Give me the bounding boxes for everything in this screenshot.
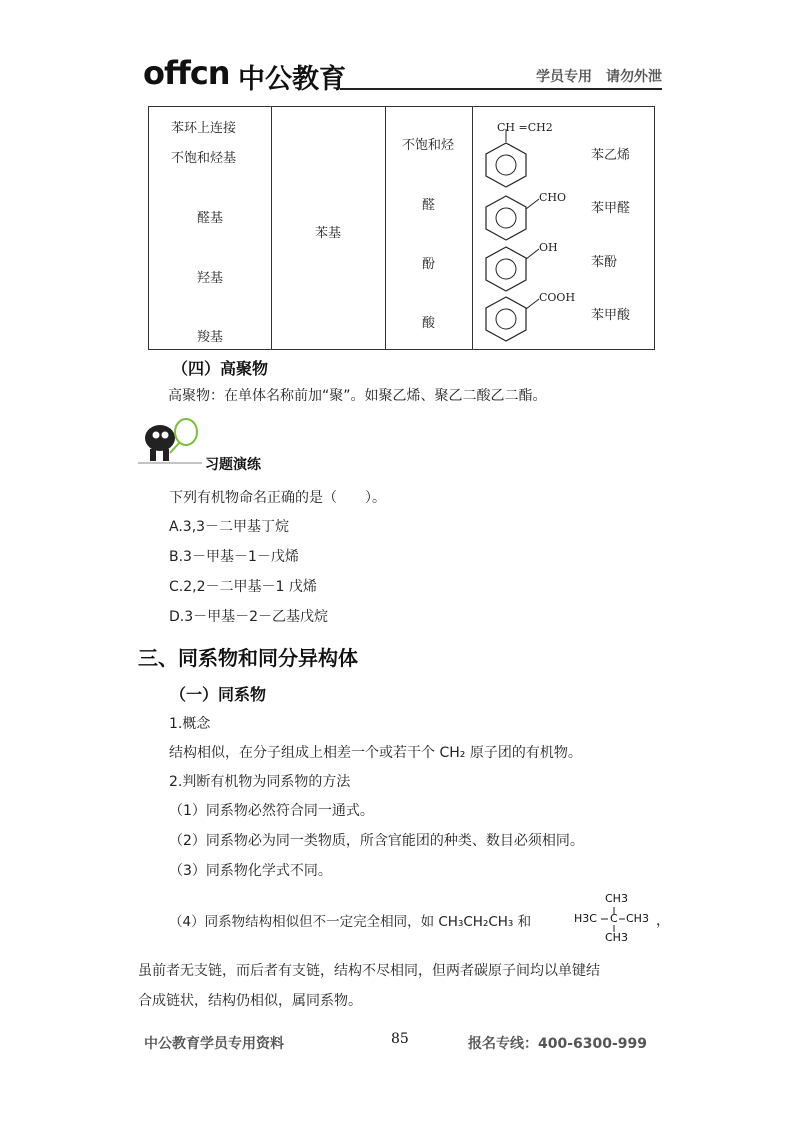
paragraph: 结构相似，在分子组成上相差一个或若干个 CH₂ 原子团的有机物。: [169, 745, 582, 761]
paragraph: 1.概念: [169, 716, 211, 732]
benzene-ring-icon: [483, 140, 529, 190]
compound-name: 苯甲醛: [591, 201, 631, 216]
table-cell: 羧基: [197, 330, 224, 345]
table-divider: [472, 107, 473, 349]
paragraph: 高聚物：在单体名称前加“聚”。如聚乙烯、聚乙二酸乙二酯。: [168, 388, 547, 404]
punctuation: ，: [656, 913, 670, 929]
table-cell: 不饱和烃: [402, 138, 455, 153]
option-b: B.3－甲基－1－戊烯: [169, 549, 299, 565]
paragraph: （3）同系物化学式不同。: [169, 863, 332, 879]
functional-group-table: [148, 106, 655, 350]
table-cell: 羟基: [197, 271, 224, 286]
table-cell: 苯环上连接: [171, 121, 237, 136]
paragraph: （2）同系物必为同一类物质，所含官能团的种类、数目必须相同。: [169, 833, 584, 849]
group-label: CH =CH2: [497, 121, 553, 134]
header-tagline: 学员专用 请勿外泄: [536, 69, 662, 85]
chapter-heading: 三、同系物和同分异构体: [138, 646, 358, 670]
formula-top: CH3: [605, 892, 628, 905]
compound-name: 苯酚: [591, 255, 618, 270]
option-c: C.2,2－二甲基－1 戊烯: [169, 579, 317, 595]
paragraph: 2.判断有机物为同系物的方法: [169, 774, 351, 790]
structural-formula: [574, 894, 664, 946]
compound-name: 苯乙烯: [591, 148, 631, 163]
section-heading: （一）同系物: [170, 685, 267, 704]
exercise-label: 习题演练: [205, 457, 261, 473]
formula-center: C: [610, 912, 618, 925]
page-number: 85: [391, 1031, 409, 1047]
benzene-ring-icon: [483, 193, 529, 243]
table-divider: [271, 107, 272, 349]
formula-left: H3C: [574, 912, 597, 925]
footer-left: 中公教育学员专用资料: [144, 1036, 284, 1052]
paragraph: 虽前者无支链，而后者有支链，结构不尽相同，但两者碳原子间均以单键结: [138, 963, 600, 979]
group-label: COOH: [539, 291, 576, 304]
benzene-ring-icon: [483, 294, 529, 344]
benzene-ring-icon: [483, 244, 529, 294]
option-d: D.3－甲基－2－乙基戊烷: [169, 609, 329, 625]
table-cell: 不饱和烃基: [171, 151, 237, 166]
paragraph: （4）同系物结构相似但不一定完全相同，如 CH₃CH₂CH₃ 和: [169, 914, 532, 930]
formula-bottom: CH3: [605, 931, 628, 944]
table-cell: 酸: [422, 316, 436, 331]
group-label: OH: [539, 241, 558, 254]
header-rule: [340, 88, 662, 90]
footer-right: 报名专线：400-6300-999: [468, 1036, 648, 1052]
compound-name: 苯甲酸: [591, 308, 631, 323]
group-label: CHO: [539, 191, 567, 204]
table-cell: 醛: [422, 198, 436, 213]
formula-bonds: [574, 894, 664, 946]
logo-chinese: 中公教育: [238, 64, 346, 95]
paragraph: 合成链状，结构仍相似，属同系物。: [138, 993, 362, 1009]
table-cell: 酚: [422, 257, 436, 272]
table-cell: 苯基: [315, 226, 342, 241]
question-text: 下列有机物命名正确的是（ ）。: [169, 490, 386, 506]
table-divider: [385, 107, 386, 349]
option-a: A.3,3－二甲基丁烷: [169, 519, 290, 535]
section-heading: （四）高聚物: [172, 359, 269, 378]
formula-right: CH3: [626, 912, 649, 925]
paragraph: （1）同系物必然符合同一通式。: [169, 803, 374, 819]
mascot-icon: [136, 418, 206, 468]
table-cell: 醛基: [197, 211, 224, 226]
logo-latin: offcn: [143, 54, 230, 92]
